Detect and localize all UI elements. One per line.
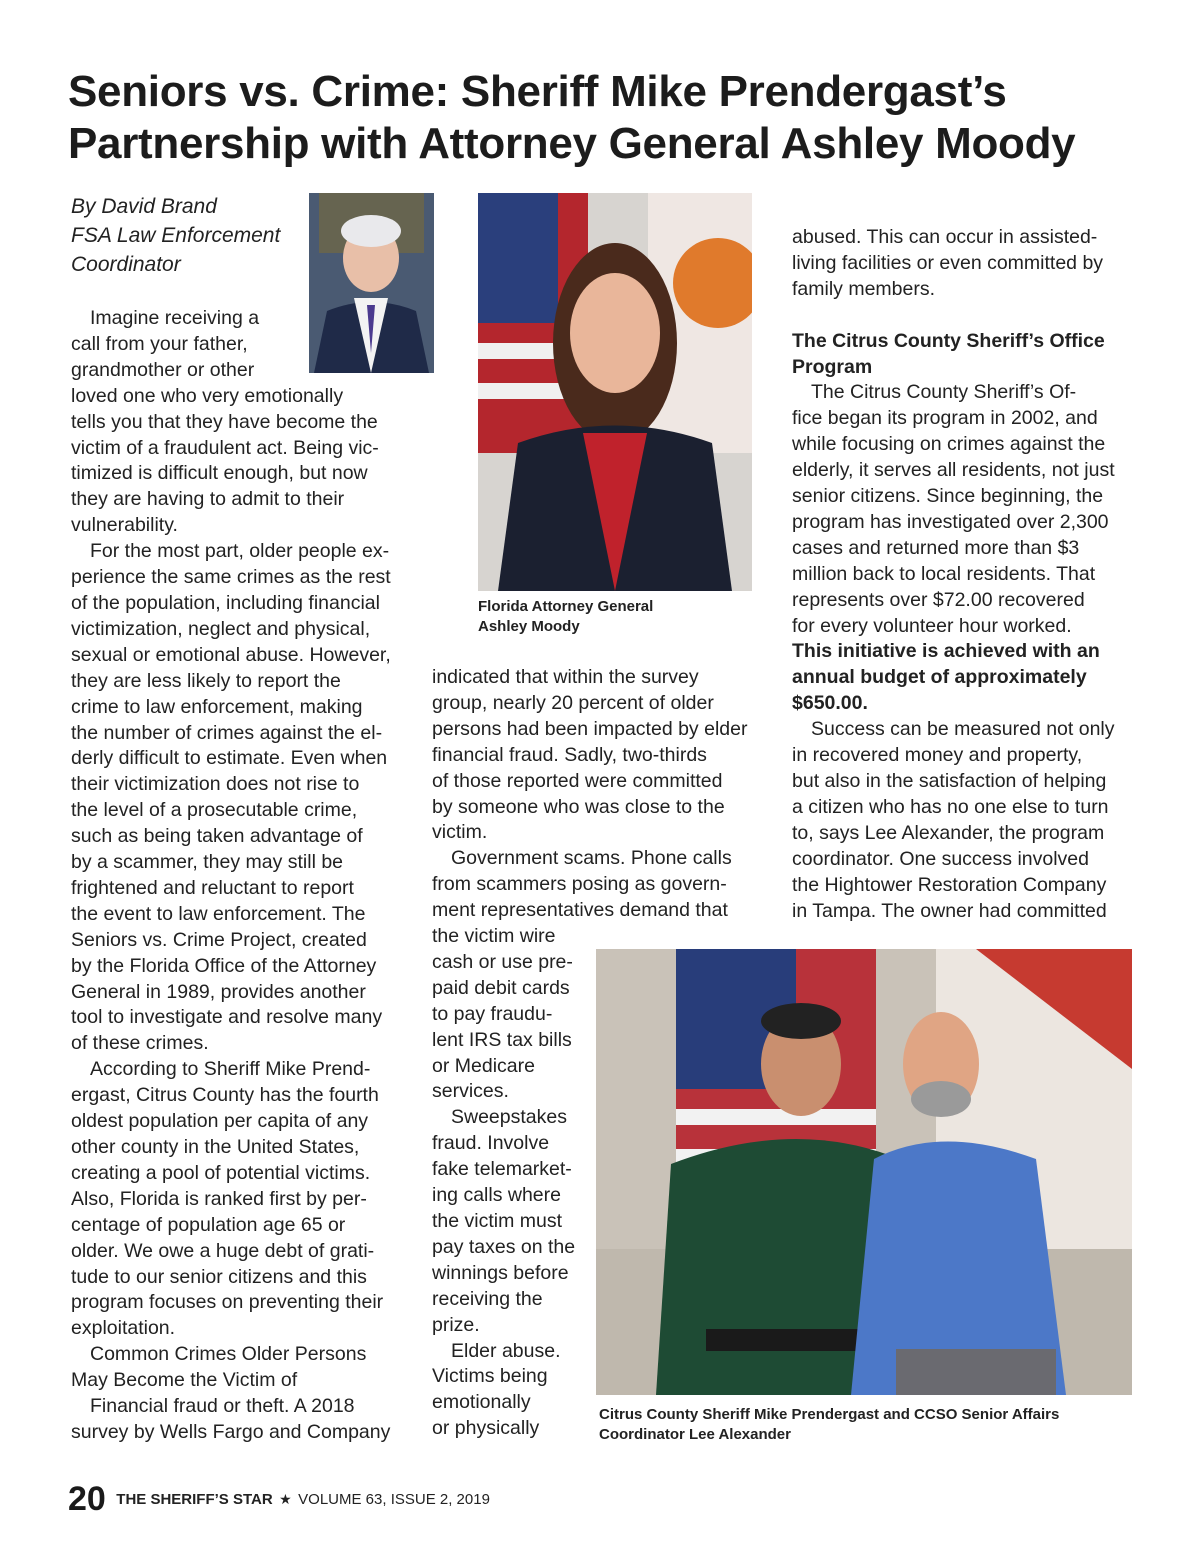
text-line: Victims being <box>432 1365 548 1388</box>
text-line: oldest population per capita of any <box>71 1110 369 1133</box>
text-line: victim. <box>432 821 488 844</box>
group-caption-line-1: Citrus County Sheriff Mike Prendergast and CCSO Senior Affairs <box>599 1406 1060 1423</box>
text-line: emotionally <box>432 1391 531 1414</box>
text-line: ergast, Citrus County has the fourth <box>71 1084 379 1107</box>
text-line: elderly, it serves all residents, not just <box>792 459 1115 482</box>
text-line: victimization, neglect and physical, <box>71 617 371 640</box>
text-line: timized is difficult enough, but now <box>71 462 368 485</box>
text-line: cash or use pre- <box>432 950 573 973</box>
bold-text-line: This initiative is achieved with an <box>792 640 1100 663</box>
text-line: persons had been impacted by elder <box>432 717 748 740</box>
text-line: cases and returned more than $3 <box>792 536 1080 559</box>
column-2-narrow <box>432 924 575 1442</box>
text-line: crime to law enforcement, making <box>71 695 363 718</box>
text-line: Government scams. Phone calls <box>451 847 732 870</box>
text-line: from scammers posing as govern- <box>432 873 727 896</box>
issue-info: VOLUME 63, ISSUE 2, 2019 <box>298 1491 490 1508</box>
text-line: For the most part, older people ex- <box>90 540 390 563</box>
text-line: grandmother or other <box>71 358 255 381</box>
text-line: Sweepstakes <box>451 1106 567 1129</box>
text-line: tells you that they have become the <box>71 410 378 433</box>
text-line: of those reported were committed <box>432 769 723 792</box>
text-line: such as being taken advantage of <box>71 825 363 848</box>
text-line: survey by Wells Fargo and Company <box>71 1420 391 1443</box>
text-line: the level of a prosecutable crime, <box>71 799 358 822</box>
page-number: 20 <box>68 1480 106 1518</box>
article-title <box>68 66 1168 170</box>
text-line: tude to our senior citizens and this <box>71 1265 367 1288</box>
text-line: the Hightower Restoration Company <box>792 873 1107 896</box>
text-line: of these crimes. <box>71 1032 209 1055</box>
text-line: senior citizens. Since beginning, the <box>792 485 1104 508</box>
text-line: lent IRS tax bills <box>432 1028 572 1051</box>
text-line: they are less likely to report the <box>71 669 341 692</box>
magazine-name: THE SHERIFF’S STAR <box>116 1491 273 1508</box>
title-line-2: Partnership with Attorney General Ashley Moody <box>68 119 1076 168</box>
column-2-top <box>432 665 747 924</box>
byline <box>71 192 280 279</box>
text-line: vulnerability. <box>71 514 178 537</box>
moody-caption-line-2: Ashley Moody <box>478 618 580 635</box>
sheriff-and-coordinator-photo <box>596 949 1132 1395</box>
text-line: General in 1989, provides another <box>71 980 366 1003</box>
group-caption-line-2: Coordinator Lee Alexander <box>599 1426 791 1443</box>
section-heading: The Citrus County Sheriff’s Office <box>792 329 1105 352</box>
text-line: for every volunteer hour worked. <box>792 614 1072 637</box>
text-line: by someone who was close to the <box>432 795 725 818</box>
text-line: services. <box>432 1080 509 1103</box>
text-line: Financial fraud or theft. A 2018 <box>90 1395 355 1418</box>
text-line: The Citrus County Sheriff’s Of- <box>811 381 1077 404</box>
column-3 <box>792 225 1115 924</box>
text-line: of the population, including financial <box>71 591 380 614</box>
group-caption <box>599 1405 1059 1445</box>
text-line: sexual or emotional abuse. However, <box>71 643 391 666</box>
text-line: abused. This can occur in assisted- <box>792 226 1098 248</box>
star-icon: ★ <box>279 1491 292 1507</box>
text-line: Seniors vs. Crime Project, created <box>71 928 367 951</box>
text-line: ment representatives demand that <box>432 899 728 922</box>
text-line: or Medicare <box>432 1054 535 1077</box>
section-heading: Program <box>792 355 873 378</box>
text-line: by a scammer, they may still be <box>71 851 344 874</box>
byline-role-1: FSA Law Enforcement <box>71 224 281 247</box>
text-line: paid debit cards <box>432 976 570 999</box>
text-line: financial fraud. Sadly, two-thirds <box>432 743 707 766</box>
text-line: other county in the United States, <box>71 1136 360 1158</box>
byline-author: By David Brand <box>71 195 217 218</box>
text-line: the number of crimes against the el- <box>71 721 383 744</box>
bold-text-line: $650.00. <box>792 692 868 715</box>
column-1 <box>71 306 391 1446</box>
text-line: pay taxes on the <box>432 1235 576 1258</box>
text-line: tool to investigate and resolve many <box>71 1006 383 1029</box>
text-line: older. We owe a huge debt of grati- <box>71 1239 375 1262</box>
text-line: indicated that within the survey <box>432 666 699 688</box>
text-line: Common Crimes Older Persons <box>90 1343 367 1366</box>
text-line: program focuses on preventing their <box>71 1291 384 1314</box>
text-line: to pay fraudu- <box>432 1002 553 1025</box>
text-line: their victimization does not rise to <box>71 773 360 796</box>
text-line: prize. <box>432 1313 480 1336</box>
text-line: but also in the satisfaction of helping <box>792 770 1107 793</box>
byline-role-2: Coordinator <box>71 253 181 276</box>
text-line: represents over $72.00 recovered <box>792 588 1085 611</box>
bold-text-line: annual budget of approximately <box>792 666 1087 689</box>
attorney-general-portrait-photo <box>478 193 752 591</box>
text-line: perience the same crimes as the rest <box>71 566 391 589</box>
text-line: by the Florida Office of the Attorney <box>71 954 377 977</box>
text-line: family members. <box>792 277 936 300</box>
text-line: frightened and reluctant to report <box>71 876 354 899</box>
text-line: May Become the Victim of <box>71 1369 298 1392</box>
text-line: the victim wire <box>432 925 556 947</box>
text-line: Success can be measured not only <box>811 718 1115 741</box>
text-line: Elder abuse. <box>451 1339 561 1362</box>
text-line: the event to law enforcement. The <box>71 902 366 925</box>
moody-caption-line-1: Florida Attorney General <box>478 598 654 615</box>
text-line: in Tampa. The owner had committed <box>792 899 1107 922</box>
text-line: fake telemarket- <box>432 1158 572 1181</box>
text-line: group, nearly 20 percent of older <box>432 691 714 714</box>
text-line: million back to local residents. That <box>792 562 1096 585</box>
text-line: ing calls where <box>432 1184 561 1207</box>
text-line: winnings before <box>432 1261 569 1284</box>
text-line: living facilities or even committed by <box>792 251 1104 274</box>
text-line: derly difficult to estimate. Even when <box>71 747 388 770</box>
text-line: victim of a fraudulent act. Being vic- <box>71 436 379 459</box>
text-line: coordinator. One success involved <box>792 847 1089 870</box>
text-line: or physically <box>432 1417 540 1440</box>
text-line: Also, Florida is ranked first by per- <box>71 1187 367 1210</box>
text-line: exploitation. <box>71 1317 176 1340</box>
text-line: program has investigated over 2,300 <box>792 510 1109 533</box>
text-line: they are having to admit to their <box>71 488 345 511</box>
text-line: the victim must <box>432 1209 563 1232</box>
text-line: Imagine receiving a <box>90 307 260 329</box>
text-line: receiving the <box>432 1287 543 1310</box>
text-line: fice began its program in 2002, and <box>792 407 1098 430</box>
text-line: According to Sheriff Mike Prend- <box>90 1058 371 1081</box>
text-line: call from your father, <box>71 332 248 355</box>
text-line: to, says Lee Alexander, the program <box>792 821 1105 844</box>
text-line: fraud. Involve <box>432 1132 550 1155</box>
title-line-1: Seniors vs. Crime: Sheriff Mike Prendergast’s <box>68 67 1007 116</box>
text-line: a citizen who has no one else to turn <box>792 795 1109 818</box>
text-line: in recovered money and property, <box>792 744 1083 767</box>
moody-caption <box>478 597 653 637</box>
page-footer <box>68 1480 490 1519</box>
text-line: loved one who very emotionally <box>71 384 344 407</box>
text-line: while focusing on crimes against the <box>792 433 1106 456</box>
text-line: centage of population age 65 or <box>71 1213 346 1236</box>
text-line: creating a pool of potential victims. <box>71 1161 371 1184</box>
